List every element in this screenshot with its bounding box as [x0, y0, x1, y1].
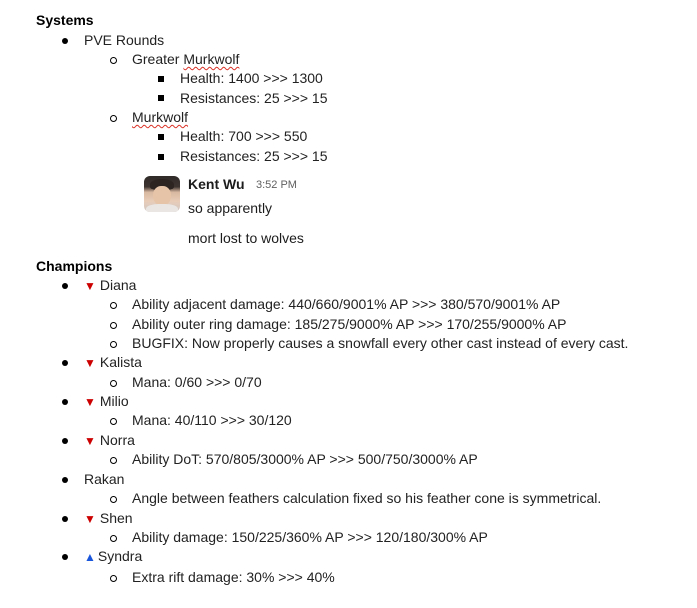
- diana-change-3: BUGFIX: Now properly causes a snowfall every other cast instead of every cast.: [132, 335, 629, 351]
- circle-bullet: [110, 496, 117, 503]
- avatar[interactable]: [144, 176, 180, 212]
- greater-resistances-item: Resistances: 25 >>> 15: [180, 90, 328, 106]
- circle-bullet: [110, 302, 117, 309]
- champion-name: Norra: [99, 432, 135, 448]
- chat-message: [144, 176, 444, 254]
- chat-message-text-1: so apparently: [188, 200, 273, 216]
- systems-heading: Systems: [36, 12, 94, 28]
- circle-bullet: [110, 457, 117, 464]
- disc-bullet: [62, 399, 68, 405]
- champion-syndra: [84, 548, 142, 564]
- chat-author-name[interactable]: Kent Wu: [188, 176, 245, 192]
- nerf-arrow-icon: ▼: [84, 356, 96, 370]
- diana-change-2: Ability outer ring damage: 185/275/9000% AP >>> 170/255/9000% AP: [132, 316, 567, 332]
- kalista-change-1: Mana: 0/60 >>> 0/70: [132, 374, 262, 390]
- nerf-arrow-icon: ▼: [84, 279, 96, 293]
- disc-bullet: [62, 516, 68, 522]
- avatar-face: [153, 186, 171, 206]
- champion-norra: [84, 432, 135, 448]
- square-bullet: [158, 134, 164, 140]
- champion-shen: [84, 510, 133, 526]
- champion-name: Shen: [99, 510, 133, 526]
- champion-name: Syndra: [97, 548, 143, 564]
- circle-bullet: [110, 322, 117, 329]
- shen-change-1: Ability damage: 150/225/360% AP >>> 120/180/300% AP: [132, 529, 488, 545]
- greater-murkwolf-name: Murkwolf: [183, 51, 240, 67]
- nerf-arrow-icon: ▼: [84, 512, 96, 526]
- circle-bullet: [110, 575, 117, 582]
- disc-bullet: [62, 38, 68, 44]
- disc-bullet: [62, 438, 68, 444]
- murkwolf-item: Murkwolf: [132, 109, 189, 125]
- champion-rakan: Rakan: [84, 471, 125, 487]
- chat-message-text-2: mort lost to wolves: [188, 230, 304, 246]
- champion-diana: [84, 277, 136, 293]
- nerf-arrow-icon: ▼: [84, 434, 96, 448]
- champion-name: Diana: [99, 277, 137, 293]
- disc-bullet: [62, 283, 68, 289]
- circle-bullet: [110, 341, 117, 348]
- disc-bullet: [62, 477, 68, 483]
- chat-timestamp[interactable]: 3:52 PM: [256, 179, 297, 191]
- champion-name: Milio: [99, 393, 129, 409]
- champion-kalista: [84, 354, 142, 370]
- milio-change-1: Mana: 40/110 >>> 30/120: [132, 412, 292, 428]
- murkwolf-resistances-item: Resistances: 25 >>> 15: [180, 148, 328, 164]
- diana-change-1: Ability adjacent damage: 440/660/9001% AP >>> 380/570/9001% AP: [132, 296, 561, 312]
- square-bullet: [158, 95, 164, 101]
- champion-name: Kalista: [99, 354, 142, 370]
- square-bullet: [158, 154, 164, 160]
- murkwolf-health-item: Health: 700 >>> 550: [180, 128, 308, 144]
- disc-bullet: [62, 360, 68, 366]
- circle-bullet: [110, 380, 117, 387]
- greater-health-item: Health: 1400 >>> 1300: [180, 70, 323, 86]
- champion-milio: [84, 393, 129, 409]
- square-bullet: [158, 76, 164, 82]
- circle-bullet: [110, 57, 117, 64]
- norra-change-1: Ability DoT: 570/805/3000% AP >>> 500/750/3000% AP: [132, 451, 478, 467]
- syndra-change-1: Extra rift damage: 30% >>> 40%: [132, 569, 335, 585]
- avatar-shirt: [146, 204, 178, 212]
- circle-bullet: [110, 535, 117, 542]
- greater-prefix: Greater: [132, 51, 184, 67]
- rakan-change-1: Angle between feathers calculation fixed so his feather cone is symmetrical.: [132, 490, 602, 506]
- buff-arrow-icon: ▲: [84, 550, 96, 564]
- circle-bullet: [110, 115, 117, 122]
- greater-murkwolf-item: [132, 51, 239, 67]
- champions-heading: Champions: [36, 258, 113, 274]
- nerf-arrow-icon: ▼: [84, 395, 96, 409]
- disc-bullet: [62, 554, 68, 560]
- pve-rounds-item: PVE Rounds: [84, 32, 165, 48]
- circle-bullet: [110, 418, 117, 425]
